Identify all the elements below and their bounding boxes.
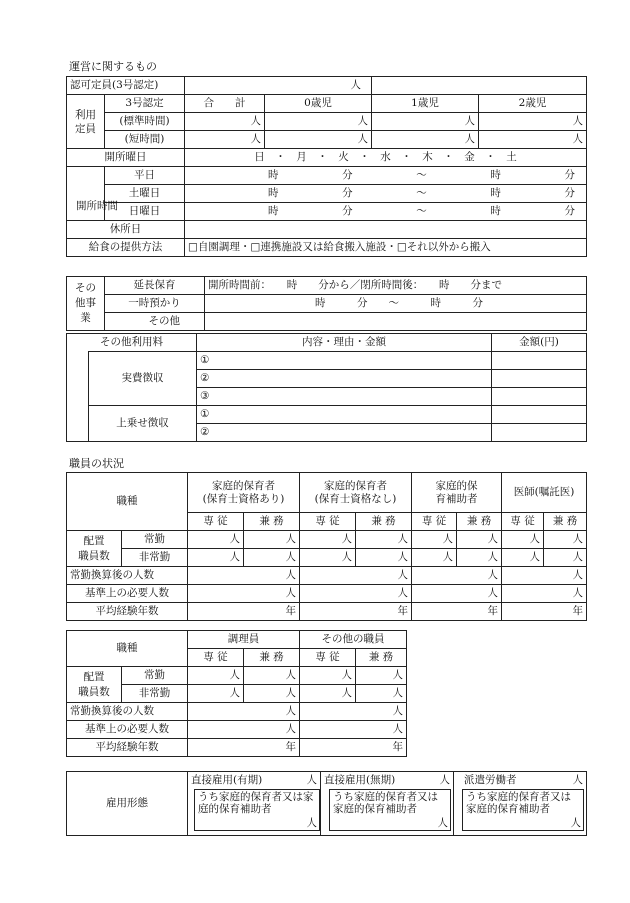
staff1-regular-cell[interactable]: 人	[356, 531, 412, 549]
staff1-converted-cell[interactable]: 人	[502, 567, 587, 585]
staff1-part-cell[interactable]: 人	[188, 549, 244, 567]
users-total-header: 合 計	[185, 95, 265, 113]
fees-extra-2-amount[interactable]	[492, 424, 587, 442]
capacity-label: 認可定員(3号認定)	[67, 77, 185, 95]
extended-label: 延長保育	[105, 277, 205, 295]
fees-extra-2[interactable]: ②	[197, 424, 492, 442]
staff1-doctor-dual: 兼 務	[544, 513, 587, 531]
staff2-part-cell[interactable]: 人	[244, 685, 300, 703]
fees-extra-1-amount[interactable]	[492, 406, 587, 424]
employment-fixed[interactable]: 直接雇用(有期) 人	[188, 772, 321, 790]
employment-fixed-inner[interactable]: うち家庭的保育者又は家庭的保育補助者 人	[188, 789, 321, 836]
employment-indefinite[interactable]: 直接雇用(無期) 人	[321, 772, 454, 790]
staff1-regular-cell[interactable]: 人	[544, 531, 587, 549]
staff1-assist-header: 家庭的保 育補助者	[412, 473, 502, 513]
staff1-assist-dual: 兼 務	[457, 513, 502, 531]
staff2-cook-full: 専 従	[188, 649, 244, 667]
fees-extra-label: 上乗せ徴収	[89, 406, 197, 442]
staff1-part-cell[interactable]: 人	[544, 549, 587, 567]
staff2-regular-cell[interactable]: 人	[244, 667, 300, 685]
fees-header-content: 内容・理由・金額	[197, 334, 492, 352]
staff1-type-label: 職種	[67, 473, 188, 531]
staff1-required-label: 基準上の必要人数	[67, 585, 188, 603]
staff1-regular-cell[interactable]: 人	[502, 531, 544, 549]
staff1-required-cell[interactable]: 人	[412, 585, 502, 603]
closed-value[interactable]	[185, 221, 587, 239]
staff1-avg-cell[interactable]: 年	[188, 603, 300, 621]
fees-extra-1[interactable]: ①	[197, 406, 492, 424]
staff2-cook-dual: 兼 務	[244, 649, 300, 667]
staff1-part-cell[interactable]: 人	[300, 549, 356, 567]
users-age2-header: 2歳児	[479, 95, 587, 113]
staff1-part-cell[interactable]: 人	[356, 549, 412, 567]
fees-actual-2-amount[interactable]	[492, 370, 587, 388]
staff2-required-cell[interactable]: 人	[300, 721, 407, 739]
fees-actual-1-amount[interactable]	[492, 352, 587, 370]
staff2-avg-cell[interactable]: 年	[188, 739, 300, 757]
other-label: その他	[125, 313, 205, 331]
staff2-other-full: 専 従	[300, 649, 356, 667]
temporary-value[interactable]: 時 分 ～ 時 分	[205, 295, 587, 313]
open-hours-sunday-value[interactable]: 時 分 ～ 時 分	[185, 203, 587, 221]
staff2-regular-cell[interactable]: 人	[300, 667, 356, 685]
staff2-part-cell[interactable]: 人	[188, 685, 244, 703]
staff2-avg-cell[interactable]: 年	[300, 739, 407, 757]
fees-actual-label: 実費徴収	[89, 352, 197, 406]
employment-label: 雇用形態	[67, 772, 188, 836]
staff1-qual-header: 家庭的保育者 (保育士資格あり)	[188, 473, 300, 513]
fees-indent	[67, 352, 89, 442]
staff1-doctor-header: 医師(嘱託医)	[502, 473, 587, 513]
staff2-other-header: その他の職員	[300, 631, 407, 649]
staff1-regular-cell[interactable]: 人	[300, 531, 356, 549]
staff1-part-label: 非常勤	[122, 549, 188, 567]
staff1-assist-full: 専 従	[412, 513, 457, 531]
operation-table	[66, 76, 587, 257]
employment-table	[66, 771, 587, 836]
staff1-noqual-header: 家庭的保育者 (保育士資格なし)	[300, 473, 412, 513]
staff1-regular-cell[interactable]: 人	[412, 531, 457, 549]
staff1-converted-cell[interactable]: 人	[188, 567, 300, 585]
fees-actual-2[interactable]: ②	[197, 370, 492, 388]
staff2-type-label: 職種	[67, 631, 188, 667]
capacity-value[interactable]: 人	[185, 77, 372, 95]
staff2-converted-cell[interactable]: 人	[188, 703, 300, 721]
staff2-required-label: 基準上の必要人数	[67, 721, 188, 739]
users-standard-age2[interactable]: 人	[479, 113, 587, 131]
staff1-required-cell[interactable]: 人	[188, 585, 300, 603]
fees-actual-1[interactable]: ①	[197, 352, 492, 370]
staff1-avg-label: 平均経験年数	[67, 603, 188, 621]
staff1-doctor-full: 専 従	[502, 513, 544, 531]
open-hours-saturday-value[interactable]: 時 分 ～ 時 分	[185, 185, 587, 203]
capacity-blank	[372, 77, 587, 95]
extended-value[interactable]: 開所時間前： 時 分から／閉所時間後： 時 分まで	[205, 277, 587, 295]
staff1-regular-label: 常勤	[122, 531, 188, 549]
staff-table-2	[66, 630, 407, 757]
staff1-part-cell[interactable]: 人	[502, 549, 544, 567]
staff1-noqual-full: 専 従	[300, 513, 356, 531]
fees-label: その他利用料	[67, 334, 197, 352]
users-standard-age1[interactable]: 人	[372, 113, 479, 131]
fees-actual-3-amount[interactable]	[492, 388, 587, 406]
staff2-avg-label: 平均経験年数	[67, 739, 188, 757]
meal-label: 給食の提供方法	[67, 239, 185, 257]
staff2-placed-label: 配置 職員数	[67, 667, 122, 703]
staff1-avg-cell[interactable]: 年	[300, 603, 412, 621]
staff1-qual-full: 専 従	[188, 513, 244, 531]
staff1-placed-label: 配置 職員数	[67, 531, 122, 567]
staff1-avg-cell[interactable]: 年	[502, 603, 587, 621]
users-standard-total[interactable]: 人	[185, 113, 265, 131]
employment-indefinite-inner[interactable]: うち家庭的保育者又は家庭的保育補助者 人	[321, 789, 454, 836]
staff2-regular-cell[interactable]: 人	[188, 667, 244, 685]
open-days-value[interactable]: 日 ・ 月 ・ 火 ・ 水 ・ 木 ・ 金 ・ 土	[185, 149, 587, 167]
staff-table-1	[66, 472, 587, 621]
other-business-label: その 他事 業	[67, 277, 105, 331]
staff1-noqual-dual: 兼 務	[356, 513, 412, 531]
staff2-converted-cell[interactable]: 人	[300, 703, 407, 721]
open-days-label: 開所曜日	[67, 149, 185, 167]
staff2-regular-label: 常勤	[122, 667, 188, 685]
staff1-required-cell[interactable]: 人	[502, 585, 587, 603]
staff2-part-cell[interactable]: 人	[300, 685, 356, 703]
staff2-regular-cell[interactable]: 人	[356, 667, 407, 685]
staff1-qual-dual: 兼 務	[244, 513, 300, 531]
employment-dispatch-inner[interactable]: うち家庭的保育者又は家庭的保育補助者 人	[454, 789, 587, 836]
users-short-total[interactable]: 人	[185, 131, 265, 149]
users-3go: 3号認定	[105, 95, 185, 113]
users-label: 利用 定員	[67, 95, 105, 149]
staff2-part-cell[interactable]: 人	[356, 685, 407, 703]
users-short-label: (短時間)	[105, 131, 185, 149]
users-short-age0[interactable]: 人	[265, 131, 372, 149]
open-hours-weekday-value[interactable]: 時 分 ～ 時 分	[185, 167, 587, 185]
users-age1-header: 1歳児	[372, 95, 479, 113]
other-value[interactable]	[205, 313, 587, 331]
staff1-regular-cell[interactable]: 人	[457, 531, 502, 549]
fees-actual-3[interactable]: ③	[197, 388, 492, 406]
staff1-part-cell[interactable]: 人	[244, 549, 300, 567]
open-hours-sunday: 日曜日	[105, 203, 185, 221]
other-business-table	[66, 276, 587, 331]
staff2-cook-header: 調理員	[188, 631, 300, 649]
staff1-part-cell[interactable]: 人	[457, 549, 502, 567]
staff2-other-dual: 兼 務	[356, 649, 407, 667]
staff2-converted-label: 常勤換算後の人数	[67, 703, 188, 721]
staff1-required-cell[interactable]: 人	[300, 585, 412, 603]
staff1-converted-label: 常勤換算後の人数	[67, 567, 188, 585]
fees-table	[66, 333, 587, 442]
employment-dispatch[interactable]: 派遣労働者 人	[454, 772, 587, 790]
meal-options[interactable]: □自園調理・□連携施設又は給食搬入施設・□それ以外から搬入	[185, 239, 587, 257]
users-age0-header: 0歳児	[265, 95, 372, 113]
staff1-converted-cell[interactable]: 人	[412, 567, 502, 585]
temporary-label: 一時預かり	[105, 295, 205, 313]
staff2-required-cell[interactable]: 人	[188, 721, 300, 739]
staff1-converted-cell[interactable]: 人	[300, 567, 412, 585]
open-hours-saturday: 土曜日	[105, 185, 185, 203]
users-standard-label: (標準時間)	[105, 113, 185, 131]
section-title-operation: 運営に関するもの	[69, 60, 157, 73]
staff1-regular-cell[interactable]: 人	[244, 531, 300, 549]
open-hours-weekday: 平日	[105, 167, 185, 185]
users-short-age2[interactable]: 人	[479, 131, 587, 149]
other-spacer	[105, 313, 125, 331]
staff2-part-label: 非常勤	[122, 685, 188, 703]
closed-label: 休所日	[67, 221, 185, 239]
users-standard-age0[interactable]: 人	[265, 113, 372, 131]
open-hours-label-text: 開所時間	[76, 200, 118, 212]
staff1-avg-cell[interactable]: 年	[412, 603, 502, 621]
users-short-age1[interactable]: 人	[372, 131, 479, 149]
staff1-regular-cell[interactable]: 人	[188, 531, 244, 549]
section-title-staff: 職員の状況	[69, 457, 124, 470]
staff1-part-cell[interactable]: 人	[412, 549, 457, 567]
fees-header-amount: 金額(円)	[492, 334, 587, 352]
